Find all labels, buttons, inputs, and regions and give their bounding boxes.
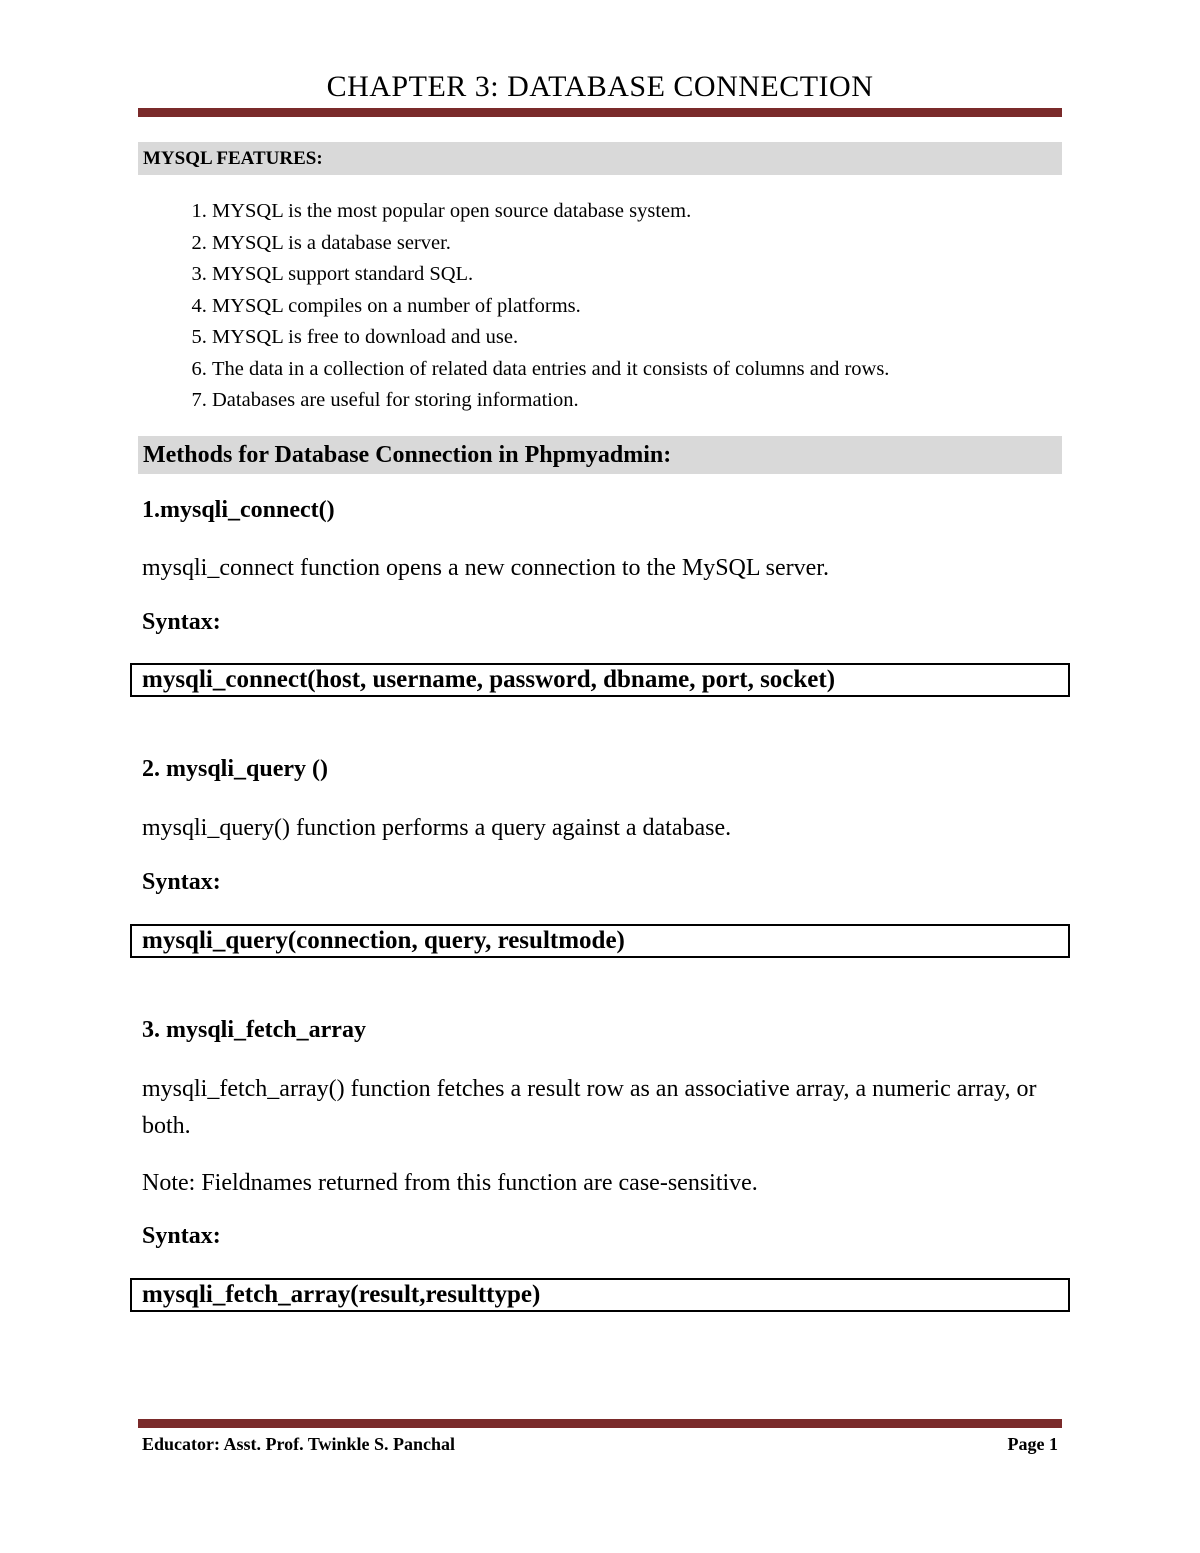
- list-item: 6. The data in a collection of related data entries and it consists of columns and rows.: [212, 354, 1112, 386]
- header-divider: [138, 108, 1062, 117]
- features-heading: MYSQL FEATURES:: [138, 142, 1062, 175]
- method1-description: mysqli_connect function opens a new connection to the MySQL server.: [142, 555, 829, 581]
- method1-syntax-label: Syntax:: [142, 609, 221, 635]
- list-item: 7. Databases are useful for storing information.: [212, 385, 1112, 417]
- footer-divider: [138, 1419, 1062, 1428]
- list-item: 3. MYSQL support standard SQL.: [212, 259, 1112, 291]
- method1-title: 1.mysqli_connect(): [142, 497, 335, 523]
- method1-syntax-box: mysqli_connect(host, username, password, dbname, port, socket): [130, 663, 1070, 697]
- page-title: CHAPTER 3: DATABASE CONNECTION: [326, 70, 874, 103]
- method3-syntax-label: Syntax:: [142, 1223, 221, 1249]
- method2-syntax-box: mysqli_query(connection, query, resultmode): [130, 924, 1070, 958]
- method3-note: Note: Fieldnames returned from this function are case-sensitive.: [142, 1170, 758, 1196]
- method3-title: 3. mysqli_fetch_array: [142, 1017, 366, 1043]
- method2-syntax-label: Syntax:: [142, 869, 221, 895]
- features-list: [138, 196, 1112, 417]
- method2-description: mysqli_query() function performs a query against a database.: [142, 815, 732, 841]
- footer-page-number: Page 1: [1007, 1434, 1058, 1454]
- list-item: 1. MYSQL is the most popular open source database system.: [212, 196, 1112, 228]
- list-item: 5. MYSQL is free to download and use.: [212, 322, 1112, 354]
- list-item: 2. MYSQL is a database server.: [212, 228, 1112, 260]
- method3-description: mysqli_fetch_array() function fetches a result row as an associative array, a numeric array, or both.: [142, 1076, 1037, 1139]
- footer-educator: Educator: Asst. Prof. Twinkle S. Panchal: [142, 1434, 456, 1454]
- methods-heading: Methods for Database Connection in Phpmyadmin:: [138, 436, 1062, 474]
- list-item: 4. MYSQL compiles on a number of platforms.: [212, 291, 1112, 323]
- method2-title: 2. mysqli_query (): [142, 756, 328, 782]
- method3-syntax-box: mysqli_fetch_array(result,resulttype): [130, 1278, 1070, 1312]
